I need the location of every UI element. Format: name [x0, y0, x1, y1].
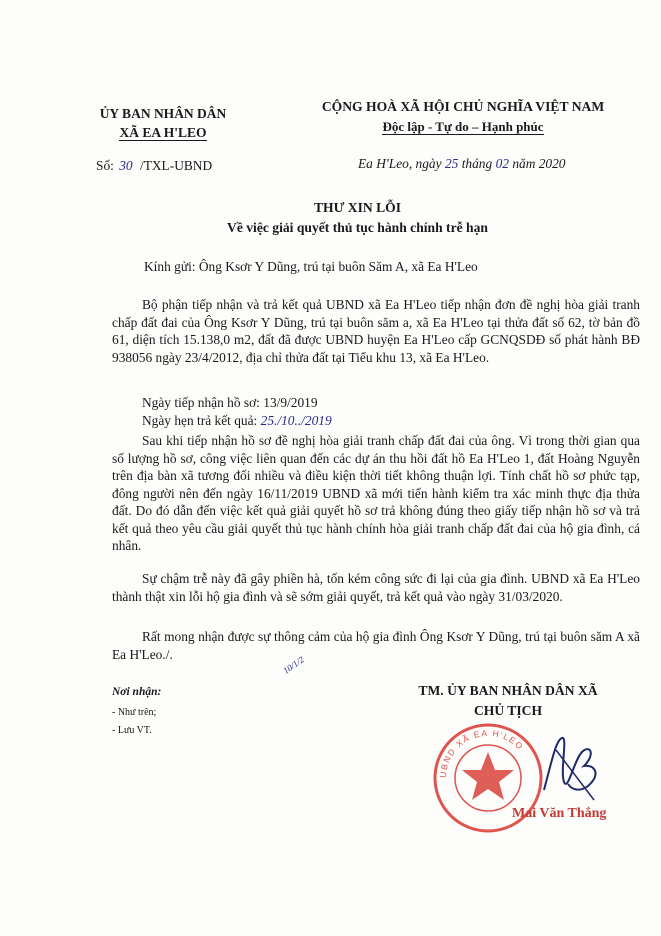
issuer-name: ỦY BAN NHÂN DÂN [99, 106, 227, 121]
signature-title [378, 681, 638, 721]
recipients-title: Nơi nhận: [112, 686, 162, 698]
recipient-item: - Lưu VT. [112, 725, 152, 736]
due-date-handwritten: 25./10../2019 [260, 413, 332, 428]
document-title: THƯ XIN LỖI [313, 200, 402, 215]
issuer-commune: XÃ EA H'LEO [119, 125, 207, 140]
date-month-handwritten: 02 [495, 156, 509, 171]
signer-name: Mai Văn Thắng [512, 806, 607, 821]
body-paragraph-3: Sự chậm trễ này đã gây phiền hà, tốn kém công sức đi lại của gia đình. UBND xã Ea H'Leo thành thật xin lỗi hộ gia đình và sẽ sớm giải quyết, trả kết quả vào ngày 31/03/2020. [112, 571, 640, 604]
svg-text:UBND XÃ EA H'LEO: UBND XÃ EA H'LEO [437, 727, 526, 779]
issuer-block [88, 104, 238, 142]
handwritten-signature [534, 730, 614, 810]
handwritten-initials: 10/1/2 [281, 654, 306, 676]
greeting: Kính gửi: Ông Ksơr Y Dũng, trú tại buôn Săm A, xã Ea H'Leo [144, 259, 478, 274]
document-subtitle: Về việc giải quyết thủ tục hành chính trễ hạn [227, 220, 488, 235]
body-paragraph-1: Bộ phận tiếp nhận và trả kết quả UBND xã Ea H'Leo tiếp nhận đơn đề nghị hòa giải tranh chấp đất đai của Ông Ksơr Y Dũng, trú tại buôn săm a, xã Ea H'Leo tại thửa đất số 62, tờ bản đồ 61, diện tích 15.138,0 m2, đất đã được UBND huyện Ea H'Leo cấp GCNQSDĐ số phát hành BĐ 938056 ngày 23/4/2012, địa chỉ thửa đất tại Tiểu khu 13, xã Ea H'Leo. [112, 297, 640, 365]
recipients-list [112, 704, 161, 740]
signature-organization: TM. ỦY BAN NHÂN DÂN XÃ [418, 683, 598, 698]
signature-position: CHỦ TỊCH [473, 703, 543, 718]
national-motto-block [298, 97, 628, 137]
national-motto: Độc lập - Tự do – Hạnh phúc [382, 119, 544, 134]
document-number-handwritten: 30 [119, 158, 133, 173]
recipient-item: - Như trên; [112, 707, 157, 718]
body-paragraph-4: Rất mong nhận được sự thông cảm của hộ gia đình Ông Ksơr Y Dũng, trú tại buôn săm A xã Ea H'Leo./. [112, 629, 640, 662]
recipients-block [112, 686, 161, 740]
receipt-date: Ngày tiếp nhận hồ sơ: 13/9/2019 [142, 395, 318, 410]
document-number: Số: 30 /TXL-UBND [96, 158, 213, 173]
document-date: Ea H'Leo, ngày 25 tháng 02 năm 2020 [358, 156, 566, 171]
national-name: CỘNG HOÀ XÃ HỘI CHỦ NGHĨA VIỆT NAM [321, 99, 605, 114]
due-date: Ngày hẹn trả kết quả: 25./10../2019 [142, 413, 332, 428]
date-day-handwritten: 25 [444, 156, 459, 171]
body-paragraph-2: Sau khi tiếp nhận hồ sơ đề nghị hòa giải tranh chấp đất đai của ông. Vì trong thời gian qua số lượng hồ sơ, công việc liên quan đến các dự án thu hồi đất hồ Ea H'Leo 1, đất Hoàng Nguyễn trên địa bàn xã tương đối nhiều và điều kiện thời tiết không thuận lợi. Tính chất hồ sơ phức tạp, đông người nên đến ngày 16/11/2019 UBND xã mới tiến hành kiểm tra xác minh thực địa thửa đất. Do đó dẫn đến việc kết quả giải quyết hồ sơ trả không đúng theo giấy tiếp nhận hồ sơ và trả kết quả theo yêu cầu giải quyết thủ tục hành chính hòa giải tranh chấp đất đai của hộ gia đình, cá nhân. [112, 433, 640, 553]
